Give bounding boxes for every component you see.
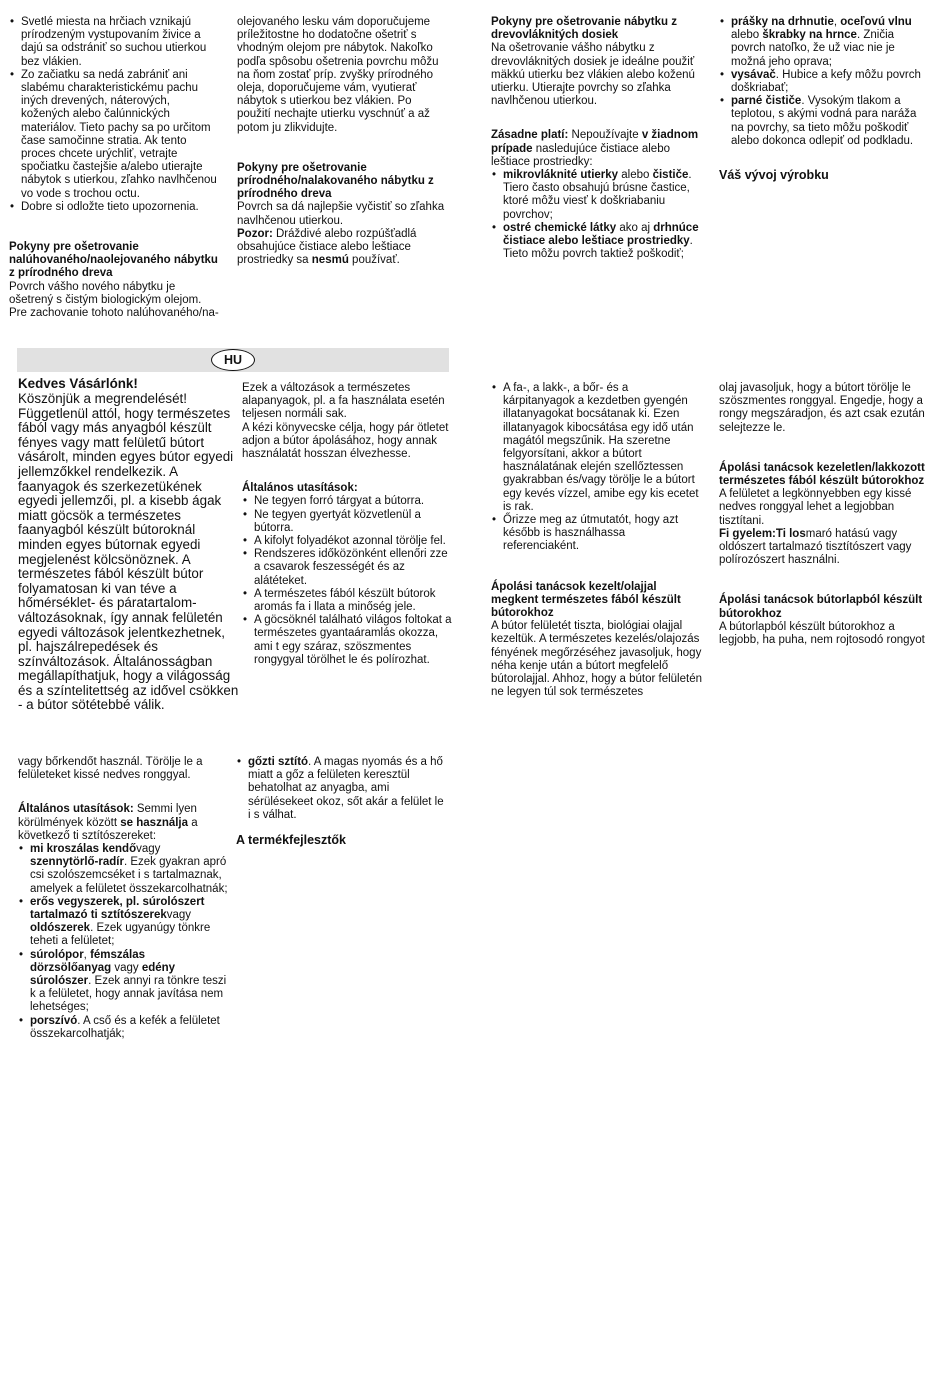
section-heading: Általános utasítások: [242,482,358,495]
section-heading: Pokyny pre ošetrovanie prírodného/nalakovaného nábytku z prírodného dreva [237,161,434,201]
list-item: • A kifolyt folyadékot azonnal törölje fel. [242,535,452,548]
text-run: . Vysokým tlakom a teplotou, s akými vodná para naráža na povrchy, sa tieto môžu poškodiť alebo dokonca odlepiť od podkladu. [731,95,917,147]
hu-avoid-list-cont [236,756,448,822]
text-run: . Ezek ugyanúgy tönkre teheti a felületet; [30,922,211,948]
sk-column-1 [9,16,219,320]
section-heading: Ápolási tanácsok bútorlapból készült bútorokhoz [719,594,923,620]
text-run-bold: los [789,527,806,540]
rule-paragraph [491,129,703,169]
list-item: • A fa-, a lakk-, a bőr- és a kárpitanyagok a kezdetben gyengén illatanyagokat bocsátanak ki. Ezen illatanyagok kibocsátása egy idő után magától megszűnik. Ha szeretne felgyorsítani, akkor a bútort használatának elején szellőztessen gyakrabban és/vagy törölje le a bútort egy kevés vízzel, amibe egy kis ecetet is rak. [491,382,703,514]
text-run-bold: v žiadnom prípade [491,129,699,155]
list-item [719,69,931,95]
text-run-bold: se használja [120,816,189,829]
text-run: vagy [136,843,161,856]
list-item [719,95,931,148]
list-item: • Dobre si odložte tieto upozornenia. [9,201,219,214]
text-run: . A magas nyomás és a hő miatt a gőz a felületen keresztül behatolhat az anyagba, ami sérülésekeet okoz, sőt akár a felület le i s válhat. [248,756,444,821]
text-run: , [833,16,841,28]
paragraph: olaj javasoljuk, hogy a bútort törölje le szöszmentes ronggyal. Engedje, hogy a rongy megszáradjon, és azt csak ezután selejtezze le. [719,382,925,434]
text-run-bold: szennytörlő-radír [30,856,124,869]
text-run: Dráždivé alebo rozpúšťadlá obsahujúce čistiace alebo leštiace prostriedky sa [237,227,417,267]
text-run: nasledujúce čistiace alebo leštiace prostriedky: [491,142,670,168]
text-run-bold: Zásadne platí: [491,129,569,142]
text-run: Nepoužívajte [568,129,642,142]
text-run-bold: škrabky na hrnce [762,29,857,42]
text-run-bold: ostré chemické látky [503,221,617,234]
list-item: • A természetes fából készült bútorok aromás fa i llata a minőség jele. [242,588,452,614]
text-run-bold: drhnúce čistiace alebo leštiace prostriedky [503,221,699,248]
hu-column-6 [236,756,448,847]
text-run: . Tieto môžu povrch taktiež poškodiť; [503,235,693,261]
text-run-bold: edény súrolószer [30,961,176,988]
list-item: • Zo začiatku sa nedá zabrániť ani slabému charakteristickému pachu iných drevených, náterových, kožených alebo čalúnnických materiálov. Tieto pachy sa po určitom čase samočinne stratia. Ak tento proces chcete urýchliť, vetrajte spočiatku častejšie a/alebo utierajte nábytok s utierkou, zľahko navlhčenou vo vode s trochou octu. [9,69,219,201]
list-item [18,949,228,1015]
text-run: Semmi lyen körülmények között [18,803,197,829]
sk-column-3 [491,16,703,261]
text-run: alebo [731,29,763,42]
hu-notes-list [491,382,703,554]
list-item: • Ne tegyen gyertyát közvetlenül a bútorra. [242,509,452,535]
text-run-bold: mikrovláknité utierky [503,169,619,182]
list-item: • Őrizze meg az útmutatót, hogy azt később is használhassa referenciaként. [491,514,703,554]
hu-column-2 [242,382,452,667]
language-badge: HU [211,349,255,371]
text-run-bold: prášky na drhnutie [731,16,834,28]
text-run: vagy [111,961,142,974]
text-run-bold: mi kroszálas kendő [30,843,137,856]
paragraph: olejovaného lesku vám doporučujeme príležitostne ho dodatočne ošetriť s vhodným olejom pre nábytok. Nakoľko podľa spôsobu ošetrenia povrchu môžu na ňom zostať príp. zvyšky prírodného oleja, doporučujeme vám, vyutierať nábytok s utierkou bez vlákien. Po použití nechajte utierku vyschnúť a až potom ju zlikvidujte. [237,16,439,134]
text-run-bold: erős vegyszerek, pl. súrolószert tartalmazó ti sztítószerek [30,895,205,922]
rule-paragraph [18,803,228,843]
sk-column-4 [719,16,931,182]
hu-general-list [242,495,452,667]
text-run-bold: súrolópor [30,948,84,961]
list-item: • Rendszeres időközönként ellenőri zze a csavarok feszességét és az alátéteket. [242,548,452,588]
list-item [719,16,931,69]
section-heading: Ápolási tanácsok kezeletlen/lakkozott természetes fából készült bútorokhoz [719,461,925,488]
text-run-bold: Ti [775,527,790,540]
greeting-title: Kedves Vásárlónk! [18,376,138,391]
sk-column-2 [237,16,447,267]
text-run-bold: vysávač [731,68,776,81]
text-run: alebo [618,169,653,182]
paragraph: A bútor felületét tiszta, biológiai olajjal kezeltük. A természetes kezelés/olajozás fényének megőrzéséhez javasoljuk, hogy néha kenje után a bútort megfelelő bútorolajjal. Ahhoz, hogy a bútor felületén ne legyen túl sok természetes [491,620,702,699]
list-item [18,1015,228,1041]
section-heading: Pokyny pre ošetrovanie nábytku z drevovláknitých dosiek [491,16,677,42]
list-item [491,169,703,222]
signature-heading: A termékfejlesztők [236,833,346,848]
paragraph: Na ošetrovanie vášho nábytku z drevovláknitých dosiek je ideálne použiť mäkkú utierku bez vlákien alebo koženú utierku. Utierajte povrchy so zľahka navlhčenou utierkou. [491,42,695,108]
hu-column-5 [18,756,228,1041]
list-item [491,222,703,262]
signature-heading: Váš vývoj výrobku [719,168,829,183]
text-run: používať. [348,254,400,267]
text-run: ako aj [616,221,654,234]
hu-column-4 [719,382,931,647]
list-item: • Ne tegyen forró tárgyat a bútorra. [242,495,452,508]
warning-paragraph [237,228,447,268]
text-run-bold: oldószerek [30,922,91,935]
intro-paragraph: Köszönjük a megrendelését! Függetlenül attól, hogy természetes fából vagy más anyagból készült fényes vagy matt felületű bútort vásárolt, minden egyes bútor egyedi jellemzőkkel rendelkezik. A faanyagok és szerkezetükének egyedi jellemzői, pl. a kisebb ágak miatt göcsök a természetes faanyagból készült bútoroknál minden egyes bútornak egyedi megjelenést kölcsönöznek. A természetes fából készült bútor folyamatosan ki van téve a hőmérséklet- és páratartalom-változásoknak, így annak felületén egyedi változások jelentkezhetnek, pl. hajszálrepedések és színváltozások. Általánosságban megállapíthatjuk, hogy a világosság és a színtelitettség az idővel csökken - a bútor sötétebbé válik. [18,391,239,713]
section-heading: Pokyny pre ošetrovanie nalúhovaného/naolejovaného nábytku z prírodného dreva [9,241,218,280]
text-run-bold: porszívó [30,1014,78,1027]
paragraph: Povrch vášho nového nábytku je ošetrený s čistým biologickým olejom. Pre zachovanie tohoto nalúhovaného/na- [9,280,219,320]
hu-column-3 [491,382,703,699]
text-run: . Ezek annyi ra tönkre teszi k a felületet, hogy annak javítása nem lehetséges; [30,975,227,1014]
text-run-bold: nesmú [311,254,349,267]
sk-avoid-list-cont [719,16,931,148]
hu-avoid-list [18,843,228,1041]
paragraph: A bútorlapból készült bútorokhoz a legjobb, ha puha, nem rojtosodó rongyot [719,620,925,647]
section-heading: Általános utasítások: [18,803,134,816]
warning-paragraph [719,528,931,568]
paragraph: A felületet a legkönnyebben egy kissé nedves ronggyal lehet a legjobban tisztítani. [719,488,912,527]
paragraph: A kézi könyvecske célja, hogy pár ötletet adjon a bútor ápolásához, hogy annak használatát hosszan élvezhesse. [242,421,449,461]
text-run: . Ezek gyakran apró csi szolószemcséket i s tartalmaznak, amelyek a felületet összekarcolhatnák; [30,856,228,895]
sk-avoid-list [491,169,703,261]
text-run: . A cső és a kefék a felületet összekarcolhatják; [30,1014,220,1040]
text-run: vagy [166,909,192,922]
list-item [236,756,448,822]
text-run-bold: gőzti sztító [248,756,309,768]
text-run: . Zničia povrch natoľko, že už viac nie je možná jeho oprava; [731,29,895,68]
warning-label: Pozor: [237,227,273,240]
list-item [18,896,228,949]
list-item: • A göcsöknél található világos foltokat a természetes gyantaáramlás okozza, ami t egy száraz, szöszmentes rongygyal törölhet le és polírozhat. [242,614,452,667]
list-item [18,843,228,896]
paragraph: Povrch sa dá najlepšie vyčistiť so zľahka navlhčenou utierkou. [237,201,445,227]
hu-column-1 [18,376,240,713]
text-run: maró hatású vagy oldószert tartalmazó tisztítószert vagy polírozószert használni. [719,527,912,567]
text-run: , [83,948,91,961]
text-run: a következő ti sztítószereket: [18,816,198,842]
text-run-bold: parné čističe [731,95,802,108]
text-run-bold: oceľovú vlnu [840,16,912,28]
text-run: . Tiero často obsahujú brúsne častice, ktoré môžu viesť k doškriabaniu povrchov; [503,169,692,221]
warning-label: Fi gyelem: [719,527,776,540]
list-item: • Svetlé miesta na hrčiach vznikajú prírodzeným vystupovaním živice a dajú sa odstrániť so suchou utierkou bez vlákien. [9,16,219,69]
paragraph: vagy bőrkendőt használ. Törölje le a felületeket kissé nedves ronggyal. [18,756,203,782]
text-run: . Hubice a kefy môžu povrch doškriabať; [731,68,921,95]
text-run-bold: fémszálas dörzsölőanyag [30,948,146,974]
paragraph: Ezek a változások a természetes alapanyagok, pl. a fa használata esetén teljesen normáli sak. [242,382,445,421]
sk-notes-list [9,16,219,214]
text-run-bold: čističe [652,169,689,182]
section-heading: Ápolási tanácsok kezelt/olajjal megkent természetes fából készült bútorokhoz [491,580,681,620]
